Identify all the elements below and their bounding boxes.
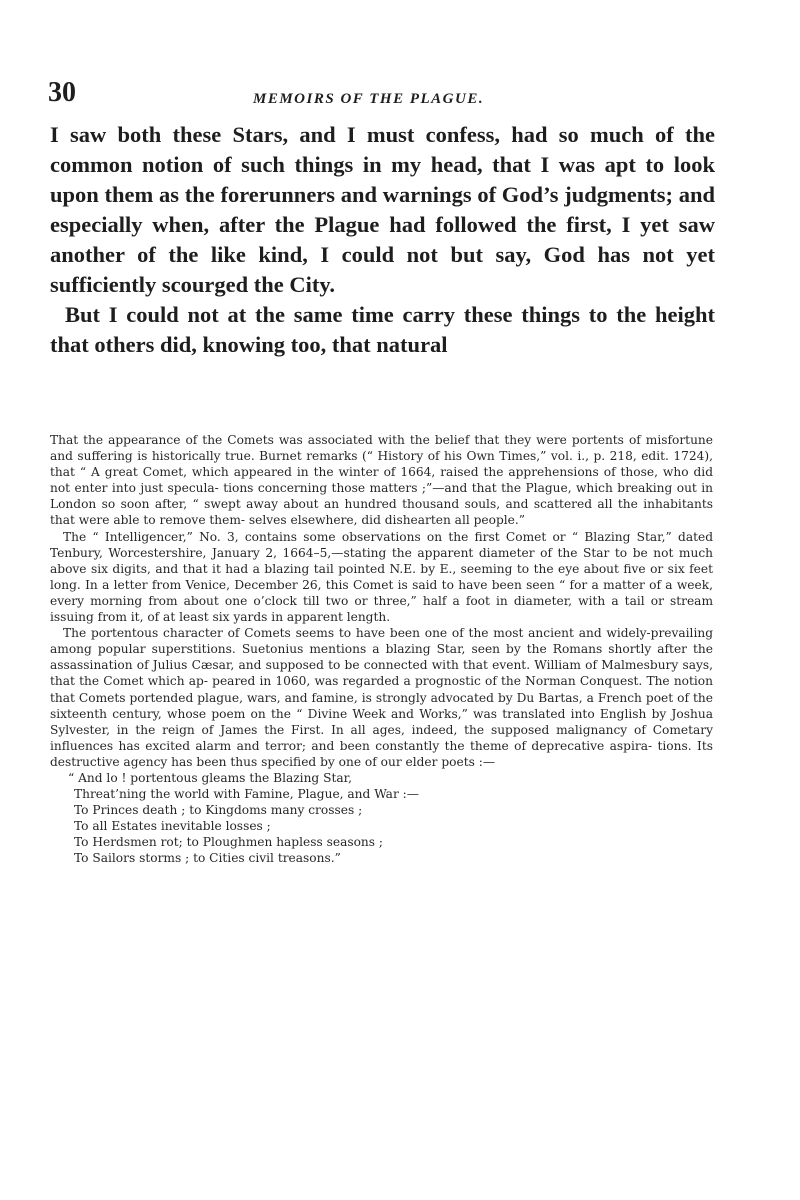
footnote-paragraph: That the appearance of the Comets was associated with the belief that they were portents of misfortune and suffering is historically true. Burnet remarks (“ History of his Own Times,” vol. i., p. 218, edit. 1724), that “ A great Comet, which appeared in the winter of 1664, raised the apprehensions of those, who did not enter into just specula- tions concerning those matters ;”—and that the Plague, which breaking out in London so soon after, “ swept away about an hundred thousand souls, and scattered all the inhabitants that were able to remove them- selves elsewhere, did dishearten all people.”	[50, 433, 713, 528]
poem-line: To Herdsmen rot; to Ploughmen hapless seasons ;	[74, 835, 384, 850]
main-text	[50, 120, 715, 360]
poem-line: To Sailors storms ; to Cities civil treasons.”	[74, 851, 341, 866]
page-header	[48, 78, 748, 118]
main-paragraph: But I could not at the same time carry these things to the height that others did, knowing too, that natural	[50, 302, 715, 357]
footnote	[50, 432, 713, 867]
running-title: MEMOIRS OF THE PLAGUE.	[253, 91, 485, 107]
poem-line: To all Estates inevitable losses ;	[74, 819, 271, 834]
footnote-paragraph: The “ Intelligencer,” No. 3, contains some observations on the first Comet or “ Blazing Star,” dated Tenbury, Worcestershire, January 2, 1664–5,—stating the apparent diameter of the Star to be not much above six digits, and that it had a blazing tail pointed N.E. by E., seeming to the eye about five or six feet long. In a letter from Venice, December 26, this Comet is said to have been seen “ for a matter of a week, every morning from about one o’clock till two or three,” half a foot in diameter, with a tail or stream issuing from it, of at least six yards in apparent length.	[50, 529, 713, 625]
poem-line: “ And lo ! portentous gleams the Blazing Star,	[68, 770, 352, 785]
poem-line: To Princes death ; to Kingdoms many crosses ;	[74, 803, 363, 818]
footnote-paragraph: The portentous character of Comets seems to have been one of the most ancient and widely-prevailing among popular superstitions. Suetonius mentions a blazing Star, seen by the Romans shortly after the assassination of Julius Cæsar, and supposed to be connected with that event. William of Malmesbury says, that the Comet which ap- peared in 1060, was regarded a prognostic of the Norman Conquest. The notion that Comets portended plague, wars, and famine, is strongly advocated by Du Bartas, a French poet of the sixteenth century, whose poem on the “ Divine Week and Works,” was translated into English by Joshua Sylvester, in the reign of James the First. In all ages, indeed, the supposed malignancy of Cometary influences has excited alarm and terror; and been constantly the theme of deprecative aspira- tions. Its destructive agency has been thus specified by one of our elder poets :—	[50, 626, 713, 769]
main-paragraph: I saw both these Stars, and I must confess, had so much of the common notion of such things in my head, that I was apt to look upon them as the forerunners and warnings of God’s judgments; and especially when, after the Plague had followed the first, I yet saw another of the like kind, I could not but say, God has not yet sufficiently scourged the City.	[50, 122, 715, 297]
poem-quote	[50, 770, 713, 867]
page-number: 30	[48, 77, 76, 108]
poem-line: Threat’ning the world with Famine, Plague, and War :—	[74, 787, 419, 802]
